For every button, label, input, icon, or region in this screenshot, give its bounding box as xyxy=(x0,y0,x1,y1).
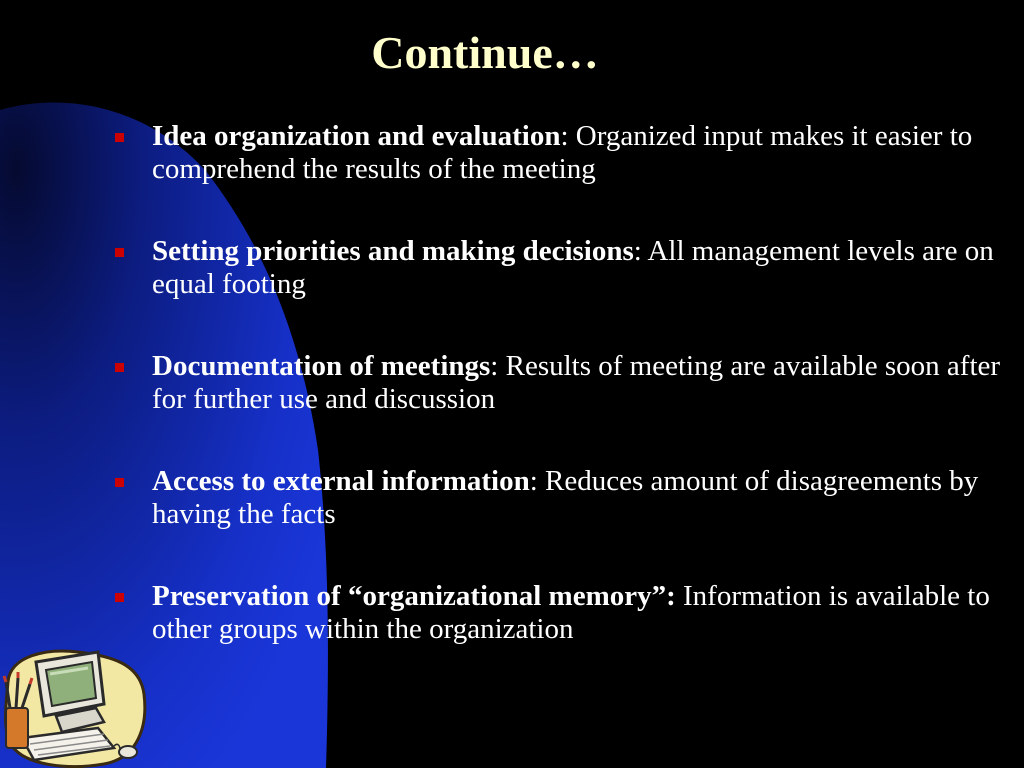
bullet-term: Access to external information xyxy=(152,465,530,497)
bullet-text: Results of meeting are available soon after for further use and discussion xyxy=(152,350,1001,415)
bullet-term: Preservation of “organizational memory”: xyxy=(152,580,676,612)
bullet-term: Idea organization and evaluation xyxy=(152,120,561,152)
bullet-marker-icon xyxy=(115,363,124,372)
bullet-marker-icon xyxy=(115,248,124,257)
bullet-separator: : xyxy=(490,350,499,382)
bullet-marker-icon xyxy=(115,593,124,602)
bullet-term: Documentation of meetings xyxy=(152,350,491,382)
bullet-text: Information is available to other groups within the organization xyxy=(152,580,990,645)
bullet-item xyxy=(112,465,1012,531)
computer-clipart-icon xyxy=(0,642,148,768)
bullet-text: Reduces amount of disagreements by having the facts xyxy=(152,465,979,530)
bullet-list xyxy=(112,120,1012,646)
slide-title: Continue… xyxy=(371,27,599,78)
bullet-separator: : xyxy=(560,120,569,152)
bullet-term: Setting priorities and making decisions xyxy=(152,235,634,267)
bullet-separator: : xyxy=(633,235,642,267)
bullet-separator: : xyxy=(529,465,538,497)
bullet-item xyxy=(112,580,1012,646)
bullet-item xyxy=(112,350,1012,416)
bullet-item xyxy=(112,120,1012,186)
bullet-marker-icon xyxy=(115,133,124,142)
bullet-text: All management levels are on equal footing xyxy=(152,235,994,300)
bullet-text: Organized input makes it easier to comprehend the results of the meeting xyxy=(152,120,973,185)
bullet-marker-icon xyxy=(115,478,124,487)
bullet-item xyxy=(112,235,1012,301)
